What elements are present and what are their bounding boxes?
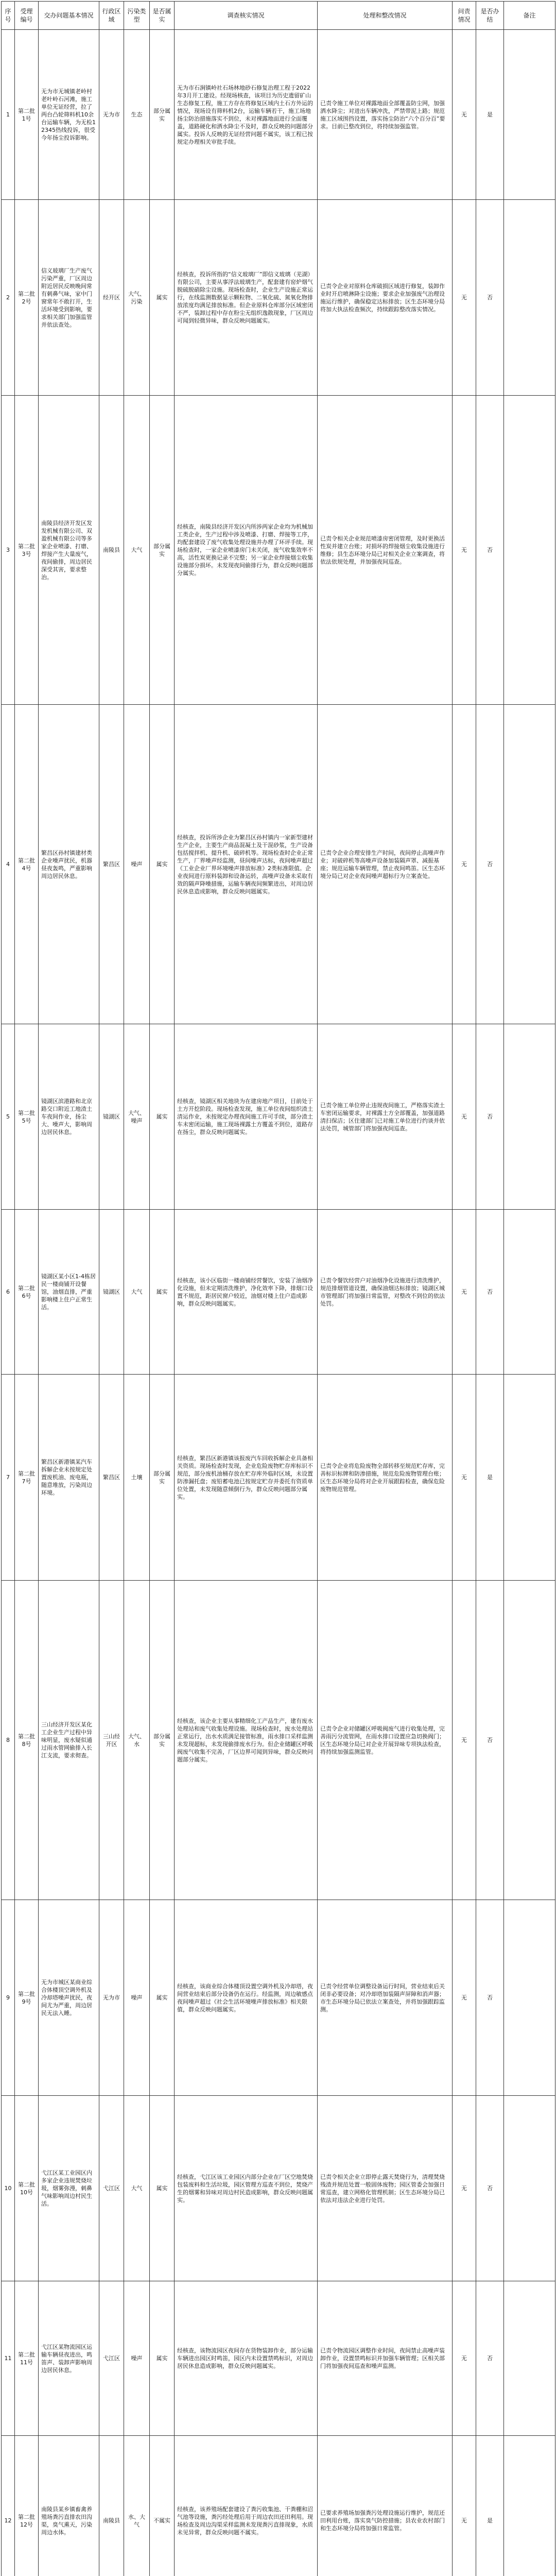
row-rectification: 已责令企业将危险废物全部转移至规范贮存库，完善标识标牌和防渗措施，规范危险废物管理台账；区生态环境分局将对企业开展跟踪检查，确保危险废物规范管理。 <box>318 1375 453 1581</box>
row-closed: 否 <box>476 200 504 396</box>
row-type: 水、大气 <box>124 2436 150 2576</box>
table-row <box>2 200 555 396</box>
row-type: 大气 <box>124 396 150 705</box>
row-accountability: 无 <box>453 200 476 396</box>
row-investigation: 经核查，该物流园区夜间存在货物装卸作业，部分运输车辆进出园区时鸣笛，园区内未设置禁鸣标识，对周边居民休息造成影响，群众反映问题属实。 <box>175 2281 318 2436</box>
row-region: 繁昌区 <box>99 1375 124 1581</box>
row-verified: 属实 <box>150 1900 175 2096</box>
header-note: 备注 <box>504 2 555 30</box>
row-region: 无为市 <box>99 30 124 200</box>
row-accountability: 无 <box>453 2281 476 2436</box>
row-note <box>504 1900 555 2096</box>
row-type: 噪声 <box>124 705 150 1024</box>
row-region: 三山经开区 <box>99 1581 124 1900</box>
row-closed: 是 <box>476 30 504 200</box>
row-note <box>504 1024 555 1210</box>
row-closed: 否 <box>476 705 504 1024</box>
header-closed: 是否办结 <box>476 2 504 30</box>
row-type: 噪声 <box>124 1900 150 2096</box>
row-no: 3 <box>2 396 15 705</box>
row-verified: 部分属实 <box>150 1581 175 1900</box>
row-investigation: 经核查，该企业主要从事精细化工产品生产，建有废水处理站和废气收集处理设施。现场检查时，废水处理站正常运行，出水水质满足接管标准，雨水排口采样监测未发现超标，未发现偷排废水行为。但企业储罐区呼吸阀废气收集不完善，厂区边界可闻到异味，群众反映问题部分属实。 <box>175 1581 318 1900</box>
row-note <box>504 2281 555 2436</box>
row-region: 经开区 <box>99 200 124 396</box>
table-row <box>2 1900 555 2096</box>
row-investigation: 经核查，该小区临街一楼商铺经营餐饮，安装了油烟净化设施，但未定期清洗维护，净化效率下降，排烟口设置不规范，距居民窗户较近，油烟对楼上住户造成影响，群众反映问题属实。 <box>175 1210 318 1375</box>
header-code: 受理编号 <box>15 2 39 30</box>
row-investigation: 经核查，投诉所涉企业为繁昌区孙村镇内一家新型建材生产企业，主要生产商品混凝土及干混砂浆，生产设备包括搅拌机、提升机、破碎机等。现场检查时企业正常生产，厂界噪声经监测，昼间噪声达标，夜间噪声超过《工业企业厂界环境噪声排放标准》2类标准限值。企业夜间进行原料装卸和设备运转，高噪声设备未采取有效的隔声降噪措施，运输车辆夜间频繁进出，对周边居民休息造成影响，群众反映问题属实。 <box>175 705 318 1024</box>
row-problem: 无为市无城镇老岭村老叶岭石河滩，施工单位无证经营，拉了两台凸轮筛料机10余台运输车辆，为无检12345热线投诉，很受今年扬尘投诉影响。 <box>39 30 99 200</box>
row-note <box>504 1210 555 1375</box>
row-no: 11 <box>2 2281 15 2436</box>
table-row <box>2 1375 555 1581</box>
row-type: 大气、噪声 <box>124 1024 150 1210</box>
row-accountability: 无 <box>453 1581 476 1900</box>
row-type: 噪声 <box>124 2281 150 2436</box>
row-code: 第二批7号 <box>15 1375 39 1581</box>
row-verified: 部分属实 <box>150 30 175 200</box>
row-accountability: 无 <box>453 2436 476 2576</box>
row-rectification: 已责令企业合理安排生产时间，夜间停止高噪声作业；对破碎机等高噪声设备加装隔声罩、减振基座；规范运输车辆管理，禁止夜间鸣笛。区生态环境分局已对企业夜间噪声超标行为立案查处。 <box>318 705 453 1024</box>
row-no: 1 <box>2 30 15 200</box>
row-rectification: 已责令施工单位停止违规夜间施工，严格落实渣土车密闭运输要求，对裸露土方全部覆盖，加强道路清扫保洁；区住建部门已对施工单位进行约谈并依法处罚，城管部门将加强夜间巡查。 <box>318 1024 453 1210</box>
row-code: 第二批5号 <box>15 1024 39 1210</box>
row-code: 第二批8号 <box>15 1581 39 1900</box>
row-accountability: 无 <box>453 2096 476 2281</box>
row-problem: 镜湖区滨港路和北京路交口附近工地渣土车夜间作业，扬尘大、噪声大，影响周边居民休息。 <box>39 1024 99 1210</box>
row-rectification: 已责令企业对储罐区呼吸阀废气进行收集处理，完善雨污分流管网，在雨水排口设置应急切换阀门；区生态环境分局已对企业开展异味专项执法检查，将持续加强监测监管。 <box>318 1581 453 1900</box>
row-investigation: 经核查，繁昌区新港镇该报废汽车回收拆解企业具备相关资质。现场检查时发现，企业危险废物贮存库标识不规范，部分废机油桶存放在贮存库外临时区域，未设置防渗漏托盘；废铅蓄电池已按规定贮存并委托有资质单位处置，未发现随意倾倒行为，群众反映问题部分属实。 <box>175 1375 318 1581</box>
header-investigation: 调查核实情况 <box>175 2 318 30</box>
row-note <box>504 1581 555 1900</box>
row-note <box>504 200 555 396</box>
row-no: 10 <box>2 2096 15 2281</box>
row-rectification: 已责令施工单位对裸露地面全部覆盖防尘网，加强洒水降尘；对进出车辆冲洗，严禁带泥上路；规范施工区域围挡设置，落实扬尘防治“六个百分百”要求。目前已整改到位，将持续加强监管。 <box>318 30 453 200</box>
row-type: 大气、污染 <box>124 200 150 396</box>
row-accountability: 无 <box>453 30 476 200</box>
row-code: 第二批12号 <box>15 2436 39 2576</box>
row-verified: 属实 <box>150 2281 175 2436</box>
row-note <box>504 2436 555 2576</box>
row-accountability: 无 <box>453 1375 476 1581</box>
row-region: 无为市 <box>99 1900 124 2096</box>
row-no: 7 <box>2 1375 15 1581</box>
row-type: 大气、水 <box>124 1581 150 1900</box>
row-closed: 否 <box>476 1024 504 1210</box>
row-no: 8 <box>2 1581 15 1900</box>
table-row <box>2 705 555 1024</box>
row-rectification: 已责令餐饮经营户对油烟净化设施进行清洗维护，规范排烟管道设置，确保油烟达标排放；镜湖区城市管理部门将加强日常监管，对整改不到位的依法处罚。 <box>318 1210 453 1375</box>
header-verified: 是否属实 <box>150 2 175 30</box>
row-no: 12 <box>2 2436 15 2576</box>
table-row <box>2 2096 555 2281</box>
row-no: 4 <box>2 705 15 1024</box>
row-investigation: 经核查，该商业综合体楼顶设置空调外机及冷却塔，夜间营业结束后部分设备仍在运行。经监测，周边敏感点夜间噪声超过《社会生活环境噪声排放标准》相关限值，群众反映问题属实。 <box>175 1900 318 2096</box>
row-no: 2 <box>2 200 15 396</box>
table-row <box>2 30 555 200</box>
row-accountability: 无 <box>453 396 476 705</box>
table-row <box>2 2436 555 2576</box>
row-region: 弋江区 <box>99 2281 124 2436</box>
row-accountability: 无 <box>453 1900 476 2096</box>
row-verified: 部分属实 <box>150 1375 175 1581</box>
row-rectification: 已责令经营单位调整设备运行时间，营业结束后关闭非必要设备；对冷却塔加装隔声屏障和消声器；市生态环境分局已依法立案查处，并将加强跟踪监测。 <box>318 1900 453 2096</box>
row-no: 9 <box>2 1900 15 2096</box>
row-problem: 三山经济开发区某化工企业生产过程中异味明显，废水疑似通过雨水管网偷排入长江支流，要求彻查。 <box>39 1581 99 1900</box>
row-rectification: 已责令物流园区调整作业时间，夜间禁止高噪声装卸作业，设置禁鸣标识并加强车辆管理；区相关部门将加强夜间巡查和噪声监测。 <box>318 2281 453 2436</box>
row-closed: 否 <box>476 2096 504 2281</box>
row-investigation: 经核查，该养殖场配套建设了粪污收集池、干粪棚和沼气池等设施，粪污经处理后用于周边农田还田利用。现场检查及周边沟渠采样监测未发现粪污直排现象，水质未见异常，群众反映问题不属实。 <box>175 2436 318 2576</box>
row-closed: 是 <box>476 1375 504 1581</box>
row-code: 第二批4号 <box>15 705 39 1024</box>
header-row <box>2 2 555 30</box>
row-no: 6 <box>2 1210 15 1375</box>
table-row <box>2 1024 555 1210</box>
row-investigation: 经核查，南陵县经济开发区内所涉两家企业均为机械加工类企业，生产过程中涉及喷漆、打磨、焊接等工序，均配套建设了废气收集处理设施并办理了环评手续。现场检查时，一家企业喷漆房门未关闭，废气收集效率不高，活性炭更换记录不完整；另一家企业焊接烟尘收集设施部分损坏。未发现夜间偷排行为，群众反映问题部分属实。 <box>175 396 318 705</box>
row-investigation: 经核查，弋江区该工业园区内部分企业在厂区空地焚烧包装废料和生活垃圾，园区管理方巡查不到位，焚烧产生的烟雾和异味对周边村民造成影响，群众反映问题属实。 <box>175 2096 318 2281</box>
row-verified: 属实 <box>150 1024 175 1210</box>
header-region: 行政区域 <box>99 2 124 30</box>
row-region: 镜湖区 <box>99 1210 124 1375</box>
row-note <box>504 1375 555 1581</box>
row-verified: 属实 <box>150 1210 175 1375</box>
row-problem: 繁昌区新港镇某汽车拆解企业未按规定处置废机油、废电瓶，随意堆放，污染周边环境。 <box>39 1375 99 1581</box>
row-code: 第二批3号 <box>15 396 39 705</box>
row-closed: 否 <box>476 2281 504 2436</box>
row-no: 5 <box>2 1024 15 1210</box>
row-rectification: 已要求养殖场加强粪污处理设施运行维护，规范还田利用台账，落实臭气防控措施；县农业农村部门和生态环境分局将加强日常监管。 <box>318 2436 453 2576</box>
row-region: 繁昌区 <box>99 705 124 1024</box>
row-problem: 南陵县某乡镇畜禽养殖场粪污直排农田沟渠，臭气熏天，污染周边水体。 <box>39 2436 99 2576</box>
header-problem: 交办问题基本情况 <box>39 2 99 30</box>
row-note <box>504 30 555 200</box>
row-code: 第二批10号 <box>15 2096 39 2281</box>
row-investigation: 经核查，镜湖区相关地块为在建房地产项目，目前处于土方开挖阶段。现场检查发现，施工单位夜间组织渣土清运作业，未按规定办理夜间施工许可手续，部分渣土车未密闭运输，施工现场裸露土方覆盖不到位，道路存在扬尘，群众反映问题属实。 <box>175 1024 318 1210</box>
row-problem: 弋江区某工业园区内多家企业违规焚烧垃圾，烟雾弥漫，刺鼻气味影响周边村民生活。 <box>39 2096 99 2281</box>
row-code: 第二批6号 <box>15 1210 39 1375</box>
row-closed: 否 <box>476 396 504 705</box>
row-accountability: 无 <box>453 1024 476 1210</box>
row-code: 第二批9号 <box>15 1900 39 2096</box>
row-closed: 是 <box>476 2436 504 2576</box>
row-region: 南陵县 <box>99 396 124 705</box>
row-type: 大气 <box>124 2096 150 2281</box>
row-code: 第二批1号 <box>15 30 39 200</box>
row-note <box>504 2096 555 2281</box>
row-problem: 镜湖区某小区1-4栋居民一楼商铺开设餐馆，油烟直排，严重影响楼上住户正常生活。 <box>39 1210 99 1375</box>
row-investigation: 经核查，投诉所指的“信义玻璃厂”即信义玻璃（芜湖）有限公司，主要从事浮法玻璃生产，配套建有窑炉烟气脱硫脱硝除尘设施。现场检查时，企业生产设施正常运行，在线监测数据显示颗粒物、二氧化硫、氮氧化物排放浓度均满足排放标准。但企业原料仓库部分区域密闭不严，装卸过程中存在粉尘无组织逸散现象，厂区周边可闻到轻微异味，群众反映问题属实。 <box>175 200 318 396</box>
row-problem: 信义玻璃厂生产废气污染严重，厂区周边附近居民反映晚间常有刺鼻气味，家中门窗常年不敢打开，生活环境受到影响，要求相关部门加强监管并依法查处。 <box>39 200 99 396</box>
row-problem: 弋江区某物流园区运输车辆昼夜进出，鸣笛声、装卸声影响周边居民休息。 <box>39 2281 99 2436</box>
row-type: 大气 <box>124 1210 150 1375</box>
row-closed: 否 <box>476 1900 504 2096</box>
row-region: 南陵县 <box>99 2436 124 2576</box>
table-row <box>2 1210 555 1375</box>
header-no: 序号 <box>2 2 15 30</box>
row-investigation: 无为市石涧镇岭社石场林地砂石修复治理工程于2022年3月开工建设。经现场核查，该项目为历史遗留矿山生态修复工程，施工方存在将修复区域内土石方外运的情况，现场设有筛料机2台，运输车辆若干，施工场地扬尘防治措施落实不到位，未对裸露地面进行全面覆盖，道路硬化和洒水降尘不及时，群众反映的问题部分属实。投诉人反映的无证经营问题不属实，该工程已按规定办理相关审批手续。 <box>175 30 318 200</box>
header-rectification: 处理和整改情况 <box>318 2 453 30</box>
row-type: 土壤 <box>124 1375 150 1581</box>
row-verified: 部分属实 <box>150 396 175 705</box>
row-type: 生态 <box>124 30 150 200</box>
row-verified: 属实 <box>150 2096 175 2281</box>
header-accountability: 问责情况 <box>453 2 476 30</box>
row-verified: 属实 <box>150 200 175 396</box>
row-problem: 无为市城区某商业综合体楼顶空调外机及冷却塔噪声扰民，夜间尤为严重，周边居民无法入睡。 <box>39 1900 99 2096</box>
row-region: 弋江区 <box>99 2096 124 2281</box>
row-code: 第二批11号 <box>15 2281 39 2436</box>
row-verified: 属实 <box>150 705 175 1024</box>
row-region: 镜湖区 <box>99 1024 124 1210</box>
row-rectification: 已责令相关企业规范喷漆房密闭管理，及时更换活性炭并建立台账；对损坏的焊接烟尘收集设施进行维修；县生态环境分局已对相关企业立案调查，将依法依规处理，并加强夜间巡查。 <box>318 396 453 705</box>
table-row <box>2 396 555 705</box>
table-row <box>2 1581 555 1900</box>
row-code: 第二批2号 <box>15 200 39 396</box>
header-type: 污染类型 <box>124 2 150 30</box>
complaint-table <box>1 1 555 2576</box>
row-closed: 否 <box>476 1581 504 1900</box>
row-problem: 南陵县经济开发区发发机械有限公司、双盈机械有限公司等多家企业喷漆、打磨、焊接产生大量废气，夜间偷排，周边居民深受其害，要求整治。 <box>39 396 99 705</box>
row-accountability: 无 <box>453 705 476 1024</box>
row-closed: 否 <box>476 1210 504 1375</box>
row-accountability: 无 <box>453 1210 476 1375</box>
row-problem: 繁昌区孙村镇建材类企业噪声扰民，机器昼夜轰鸣，严重影响周边居民休息。 <box>39 705 99 1024</box>
table-row <box>2 2281 555 2436</box>
row-verified: 不属实 <box>150 2436 175 2576</box>
row-rectification: 已责令相关企业立即停止露天焚烧行为，清理焚烧残渣并规范处置一般固体废物；园区管委会加强日常巡查，建立网格化管理机制；区生态环境分局已依法对违法企业进行处罚。 <box>318 2096 453 2281</box>
row-note <box>504 705 555 1024</box>
row-rectification: 已责令企业对原料仓库破损区域进行修复，装卸作业时开启喷淋降尘设施；要求企业加强废气治理设施运行维护，确保稳定达标排放；区生态环境分局将加大执法检查频次，持续跟踪整改落实情况。 <box>318 200 453 396</box>
row-note <box>504 396 555 705</box>
